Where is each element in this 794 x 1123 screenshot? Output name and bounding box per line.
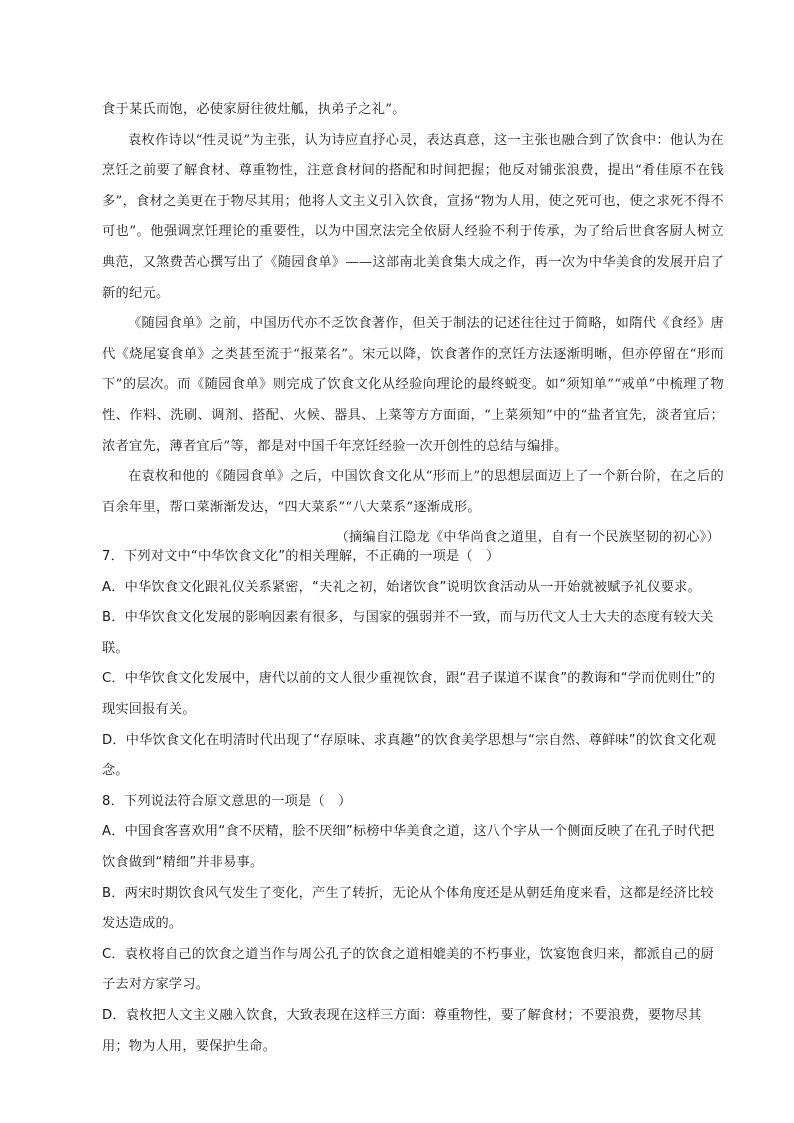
- question-7-option-a: A．中华饮食文化跟礼仪关系紧密，“夫礼之初，始诸饮食”说明饮食活动从一开始就被赋予礼仪要求。: [102, 579, 701, 595]
- question-8-stem: 8．下列说法符合原文意思的一项是（ ）: [102, 793, 352, 809]
- passage-source: （摘编自江隐龙《中华尚食之道里，自有一个民族坚韧的初心》）: [335, 530, 720, 546]
- question-7-option-c: C．中华饮食文化发展中，唐代以前的文人很少重视饮食，跟“君子谋道不谋食”的教诲和“学而优则仕”的现实回报有关。: [102, 671, 716, 717]
- question-8-option-c: C．袁枚将自己的饮食之道当作与周公孔子的饮食之道相媲美的不朽事业，饮宴饱食归来，都派自己的厨子去对方家学习。: [102, 946, 714, 993]
- passage-paragraph-2: 袁枚作诗以“性灵说”为主张，认为诗应直抒心灵，表达真意，这一主张也融合到了饮食中：他认为在烹饪之前要了解食材、尊重物性，注意食材间的搭配和时间把握；他反对铺张浪费，提出“肴佳原不在钱多”，食材之美更在于物尽其用；他将人文主义引入饮食，宣扬“物为人用，使之死可也，使之求死不得不可也”。他强调烹饪理论的重要性，以为中国烹法完全依厨人经验不利于传承，为了给后世食客厨人树立典范，又煞费苦心撰写出了《随园食单》——这部南北美食集大成之作，再一次为中华美食的发展开启了新的纪元。: [102, 132, 724, 301]
- question-7-stem: 7．下列对文中“中华饮食文化”的相关理解，不正确的一项是（ ）: [102, 549, 500, 564]
- question-7-option-b: B．中华饮食文化发展的影响因素有很多，与国家的强弱并不一致，而与历代文人士大夫的态度有较大关联。: [102, 610, 714, 656]
- passage-paragraph-4: 在袁枚和他的《随园食单》之后，中国饮食文化从“形而上”的思想层面迈上了一个新台阶，在之后的百余年里，帮口菜渐渐发达，“四大菜系”“八大菜系”逐渐成形。: [102, 469, 724, 515]
- question-7-option-d: D．中华饮食文化在明清时代出现了“存原味、求真趣”的饮食美学思想与“宗自然、尊鲜味”的饮食文化观念。: [102, 732, 717, 779]
- question-8-option-b: B．两宋时期饮食风气发生了变化，产生了转折，无论从个体角度还是从朝廷角度来看，这都是经济比较发达造成的。: [102, 885, 714, 932]
- question-8-option-d: D．袁枚把人文主义融入饮食，大致表现在这样三方面：尊重物性，要了解食材；不要浪费，要物尽其用；物为人用，要保护生命。: [102, 1007, 702, 1054]
- question-8-option-a: A．中国食客喜欢用“食不厌精，脍不厌细”标榜中华美食之道，这八个字从一个侧面反映了在孔子时代把饮食做到“精细”并非易事。: [102, 824, 715, 870]
- reading-passage: [102, 95, 724, 554]
- passage-paragraph-1: 食于某氏而饱，必使家厨往彼灶觚，执弟子之礼”。: [102, 102, 406, 117]
- questions-section: [102, 542, 724, 1062]
- passage-paragraph-3: 《随园食单》之前，中国历代亦不乏饮食著作，但关于制法的记述往往过于简略，如隋代《食经》唐代《烧尾宴食单》之类甚至流于“报菜名”。宋元以降，饮食著作的烹饪方法逐渐明晰，但亦停留在“形而下”的层次。而《随园食单》则完成了饮食文化从经验向理论的最终蜕变。如“须知单”“戒单”中梳理了物性、作料、洗刷、调剂、搭配、火候、器具、上菜等方方面面，“上菜须知”中的“盐者宜先，淡者宜后；浓者宜先，薄者宜后”等，都是对中国千年烹饪经验一次开创性的总结与编排。: [102, 316, 724, 454]
